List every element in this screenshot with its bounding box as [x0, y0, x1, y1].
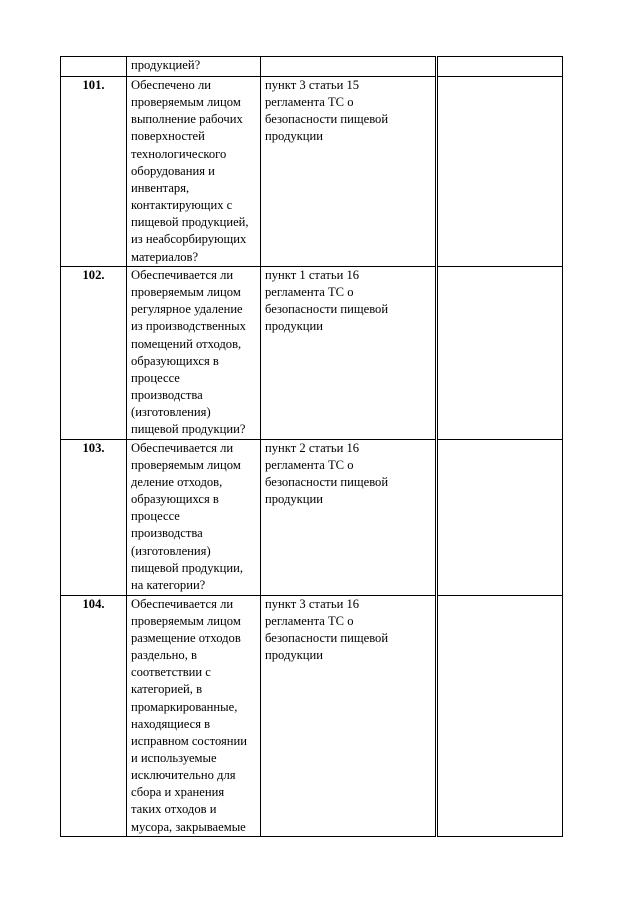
table-row	[61, 267, 563, 440]
cell-result	[438, 77, 563, 267]
table-row	[61, 439, 563, 595]
cell-result	[438, 57, 563, 77]
cell-question: Обеспечивается ли проверяемым лицом регулярное удаление из производственных помещений отходов, образующихся в процессе производства (изготовления) пищевой продукции?	[127, 267, 261, 440]
cell-reference	[261, 57, 436, 77]
cell-question: Обеспечивается ли проверяемым лицом деление отходов, образующихся в процессе производства (изготовления) пищевой продукции, на категории?	[127, 439, 261, 595]
cell-reference: пункт 1 статьи 16 регламента ТС о безопасности пищевой продукции	[261, 267, 436, 440]
cell-question: продукцией?	[127, 57, 261, 77]
requirements-table	[60, 56, 563, 837]
cell-number: 102.	[61, 267, 127, 440]
table-row-continuation	[61, 57, 563, 77]
cell-number	[61, 57, 127, 77]
cell-reference: пункт 3 статьи 16 регламента ТС о безопасности пищевой продукции	[261, 595, 436, 836]
table-row	[61, 595, 563, 836]
cell-result	[438, 595, 563, 836]
cell-question: Обеспечивается ли проверяемым лицом размещение отходов раздельно, в соответствии с категорией, в промаркированные, находящиеся в исправном состоянии и используемые исключительно для сбора и хранения таких отходов и мусора, закрываемые	[127, 595, 261, 836]
table-row	[61, 77, 563, 267]
cell-question: Обеспечено ли проверяемым лицом выполнение рабочих поверхностей технологического оборудования и инвентаря, контактирующих с пищевой продукцией, из неабсорбирующих материалов?	[127, 77, 261, 267]
cell-reference: пункт 2 статьи 16 регламента ТС о безопасности пищевой продукции	[261, 439, 436, 595]
cell-number: 101.	[61, 77, 127, 267]
cell-reference: пункт 3 статьи 15 регламента ТС о безопасности пищевой продукции	[261, 77, 436, 267]
cell-result	[438, 439, 563, 595]
cell-number: 103.	[61, 439, 127, 595]
cell-number: 104.	[61, 595, 127, 836]
cell-result	[438, 267, 563, 440]
